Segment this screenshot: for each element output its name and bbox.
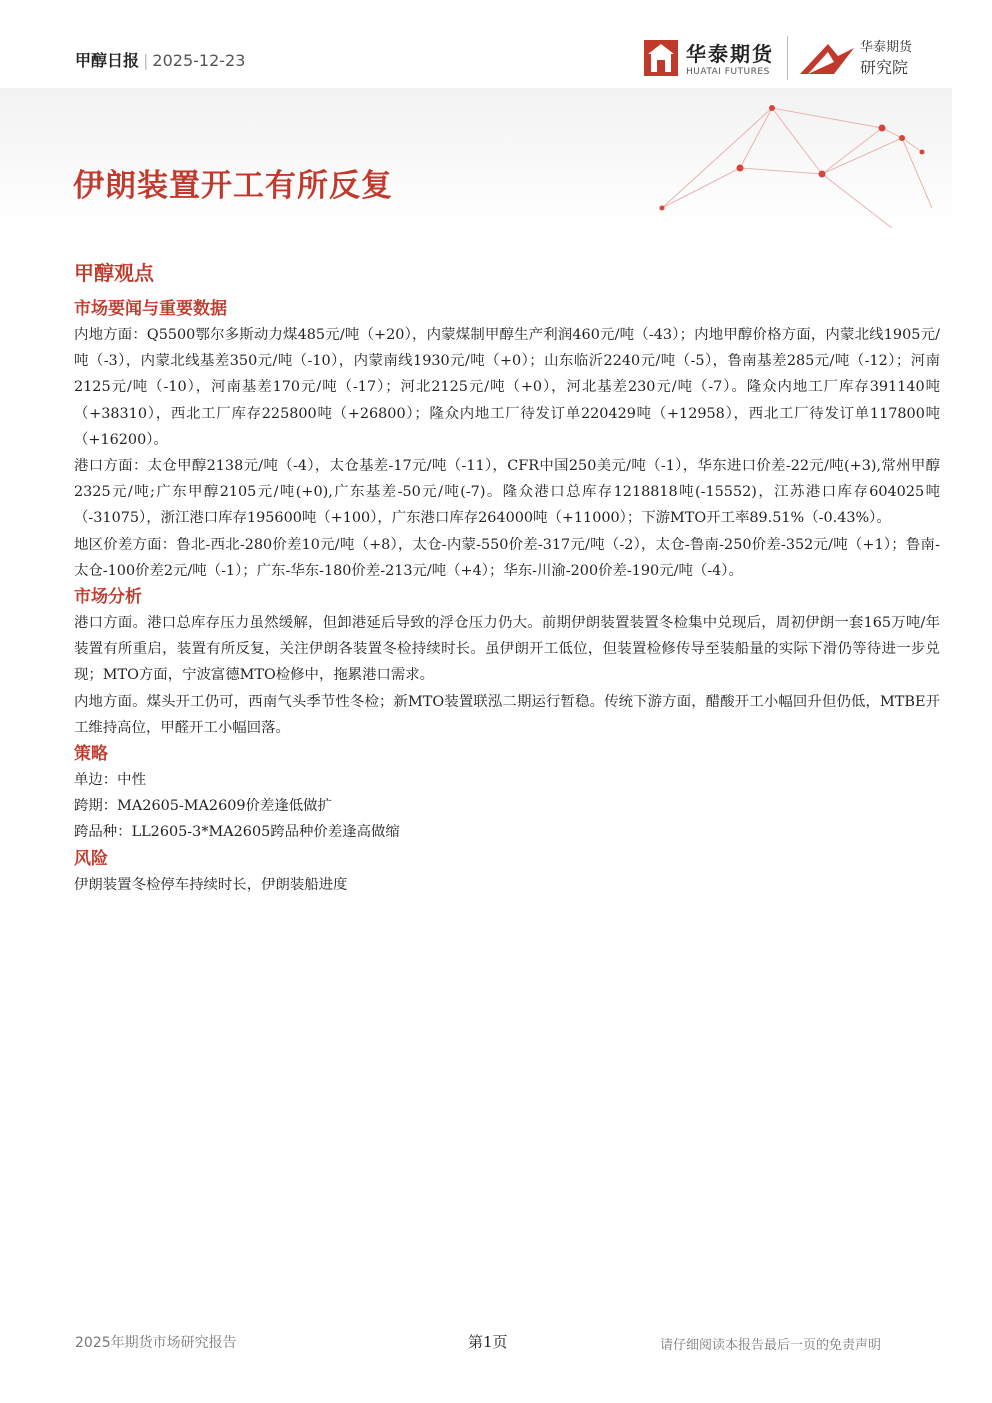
institute-line2: 研究院	[860, 58, 909, 77]
risk-text: 伊朗装置冬检停车持续时长，伊朗装船进度	[74, 876, 348, 893]
market-analysis-heading: 市场分析	[74, 587, 142, 608]
network-decoration	[652, 88, 952, 228]
institute-logo-icon	[798, 38, 856, 78]
market-analysis-paragraph-2: 内地方面。煤头开工仍可，西南气头季节性冬检；新MTO装置联泓二期运行暂稳。传统下游方面，醋酸开工小幅回升但仍低，MTBE开工维持高位，甲醛开工小幅回落。	[74, 693, 940, 736]
risk-heading: 风险	[74, 848, 108, 869]
footer-report-name: 2025年期货市场研究报告	[75, 1335, 237, 1351]
market-news-heading: 市场要闻与重要数据	[74, 299, 227, 319]
logo-divider	[787, 36, 788, 80]
market-news-paragraph-1: 内地方面：Q5500鄂尔多斯动力煤485元/吨（+20），内蒙煤制甲醇生产利润460元/吨（-43）；内地甲醇价格方面，内蒙北线1905元/吨（-3），内蒙北线基差350元/吨（-10），内蒙南线1930元/吨（+0）；山东临沂2240元/吨（-5），鲁南基差285元/吨（-12）；河南2125元/吨（-10），河南基差170元/吨（-17）；河北2125元/吨（+0），河北基差230元/吨（-7）。隆众内地工厂库存391140吨（+38310），西北工厂库存225800吨（+26800）；隆众内地工厂待发订单220429吨（+12958），西北工厂待发订单117800吨（+16200）。	[74, 327, 940, 448]
market-news-paragraph-3: 地区价差方面：鲁北-西北-280价差10元/吨（+8），太仓-内蒙-550价差-317元/吨（-2），太仓-鲁南-250价差-352元/吨（+1）；鲁南-太仓-100价差2元/吨（-1）；广东-华东-180价差-213元/吨（+4）；华东-川渝-200价差-190元/吨（-4）。	[74, 536, 940, 579]
section-title: 甲醇观点	[74, 261, 154, 285]
logo-cn: 华泰期货	[686, 42, 774, 66]
huatai-logo	[644, 38, 774, 77]
footer-disclaimer: 请仔细阅读本报告最后一页的免责声明	[660, 1338, 882, 1353]
institute-line1: 华泰期货	[860, 40, 913, 55]
logo-en: HUATAI FUTURES	[686, 67, 770, 77]
report-type: 甲醇日报	[75, 51, 140, 70]
institute-name	[860, 38, 912, 78]
strategy-item-single: 单边：中性	[74, 772, 146, 789]
report-type-label	[75, 48, 245, 71]
market-analysis-paragraph-1: 港口方面。港口总库存压力虽然缓解，但卸港延后导致的浮仓压力仍大。前期伊朗装置装置冬检集中兑现后，周初伊朗一套165万吨/年装置有所重启，装置有所反复，关注伊朗各装置冬检持续时长。虽伊朗开工低位，但装置检修传导至装船量的实际下滑仍等待进一步兑现；MTO方面，宁波富德MTO检修中，拖累港口需求。	[74, 615, 940, 684]
market-news-paragraph-2: 港口方面：太仓甲醇2138元/吨（-4），太仓基差-17元/吨（-11），CFR中国250美元/吨（-1），华东进口价差-22元/吨(+3),常州甲醇2325元/吨;广东甲醇2105元/吨(+0),广东基差-50元/吨(-7)。隆众港口总库存1218818吨(-15552)，江苏港口库存604025吨（-31075），浙江港口库存195600吨（+100），广东港口库存264000吨（+11000）；下游MTO开工率89.51%（-0.43%）。	[74, 458, 940, 527]
huatai-emblem-icon	[644, 40, 678, 76]
strategy-heading: 策略	[74, 744, 108, 765]
report-content	[74, 258, 940, 898]
strategy-item-calendar: 跨期：MA2605-MA2609价差逢低做扩	[74, 798, 332, 815]
report-date: 2025-12-23	[152, 51, 246, 70]
page-number: 第1页	[468, 1333, 508, 1351]
page-title: 伊朗装置开工有所反复	[73, 168, 393, 204]
strategy-item-cross: 跨品种：LL2605-3*MA2605跨品种价差逢高做缩	[74, 824, 400, 841]
header-separator: |	[143, 51, 149, 70]
